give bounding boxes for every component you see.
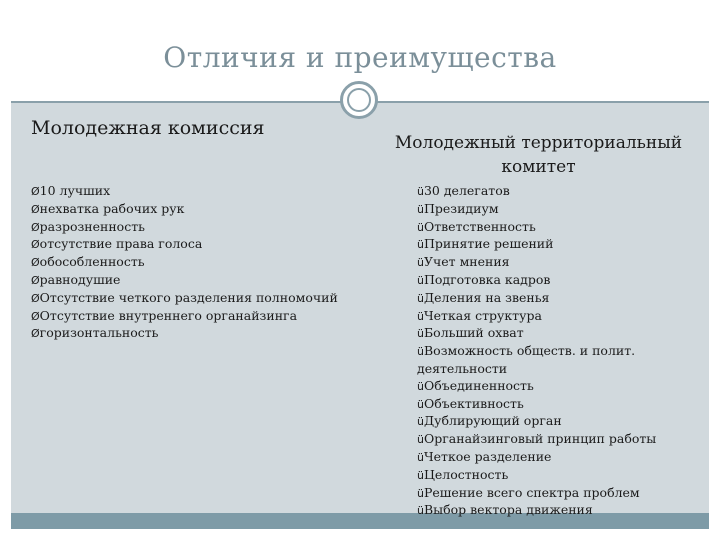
left-list-item [31,325,361,343]
left-bullet-icon: Ø [31,309,40,323]
left-list-item [31,290,361,308]
right-list-item [417,413,707,431]
right-item-text: Целостность [423,466,509,482]
left-list-item [31,254,361,272]
left-item-text: Отсутствие внутреннего органайзинга [39,307,298,323]
right-bullet-icon: ü [417,185,424,198]
right-list-item [417,396,707,414]
right-bullet-icon: ü [417,291,424,305]
left-bullet-icon: Ø [31,202,40,216]
right-item-text: Четкое разделение [423,448,552,464]
right-bullet-icon: ü [417,397,424,411]
right-bullet-list [417,183,707,520]
left-bullet-icon: Ø [31,185,40,198]
right-column-heading: Молодежный территориальный комитет [394,133,683,177]
right-item-text: Подготовка кадров [423,271,551,287]
left-list-item [31,272,361,290]
right-item-text: Четкая структура [423,307,542,323]
right-item-text: Объективность [423,395,524,411]
left-bullet-icon: Ø [31,238,40,252]
right-list-item [417,183,707,201]
right-list-item [417,431,707,449]
right-list-item [417,325,707,343]
right-item-text: Учет мнения [423,254,510,270]
left-list-item [31,236,361,254]
left-item-text: горизонтальность [39,325,159,341]
right-list-item [417,343,707,378]
right-list-item [417,254,707,272]
right-list-item [417,449,707,467]
left-list-item [31,219,361,237]
right-item-text: Принятие решений [423,236,554,252]
right-bullet-icon: ü [417,327,424,341]
circle-ornament-icon [340,81,378,119]
left-bullet-list [31,183,361,343]
left-list-item [31,308,361,326]
left-bullet-icon: Ø [31,256,40,270]
right-list-item [417,485,707,503]
right-item-text: Президиум [423,200,499,216]
right-item-text: Дублирующий орган [423,413,562,429]
left-list-item [31,183,361,201]
left-list-item [31,201,361,219]
right-bullet-icon: ü [417,468,424,482]
left-column-heading: Молодежная комиссия [31,117,265,139]
right-bullet-icon: ü [417,238,424,252]
left-item-text: равнодушие [39,271,121,287]
right-item-text: Органайзинговый принцип работы [423,431,657,447]
right-item-text: Деления на звенья [423,289,550,305]
right-bullet-icon: ü [417,202,424,216]
right-bullet-icon: ü [417,450,424,464]
left-item-text: отсутствие права голоса [39,236,203,252]
right-list-item [417,378,707,396]
right-item-text: Ответственность [423,218,536,234]
right-list-item [417,290,707,308]
right-list-item [417,201,707,219]
right-item-text: Объединенность [423,377,534,393]
left-item-text: 10 лучших [39,183,111,198]
right-item-text: Решение всего спектра проблем [423,484,640,500]
right-bullet-icon: ü [417,379,424,393]
left-bullet-icon: Ø [31,220,40,234]
right-bullet-icon: ü [417,486,424,500]
right-bullet-icon: ü [417,504,424,518]
left-item-text: Отсутствие четкого разделения полномочий [39,289,338,305]
slide [11,11,709,529]
right-item-text: Возможность обществ. и полит. деятельности [417,343,636,376]
left-bullet-icon: Ø [31,291,40,305]
right-bullet-icon: ü [417,433,424,447]
left-item-text: обособленность [39,254,145,270]
slide-title: Отличия и преимущества [163,41,557,74]
right-item-text: Выбор вектора движения [423,502,593,518]
right-list-item [417,219,707,237]
left-item-text: разрозненность [39,218,145,234]
right-list-item [417,236,707,254]
right-item-text: Больший охват [423,325,524,341]
right-bullet-icon: ü [417,256,424,270]
right-bullet-icon: ü [417,345,424,359]
right-list-item [417,502,707,520]
right-list-item [417,272,707,290]
right-bullet-icon: ü [417,309,424,323]
right-bullet-icon: ü [417,415,424,429]
right-list-item [417,308,707,326]
right-item-text: 30 делегатов [423,183,510,198]
left-bullet-icon: Ø [31,327,40,341]
right-bullet-icon: ü [417,273,424,287]
left-item-text: нехватка рабочих рук [39,200,185,216]
right-list-item [417,467,707,485]
right-bullet-icon: ü [417,220,424,234]
left-bullet-icon: Ø [31,273,40,287]
